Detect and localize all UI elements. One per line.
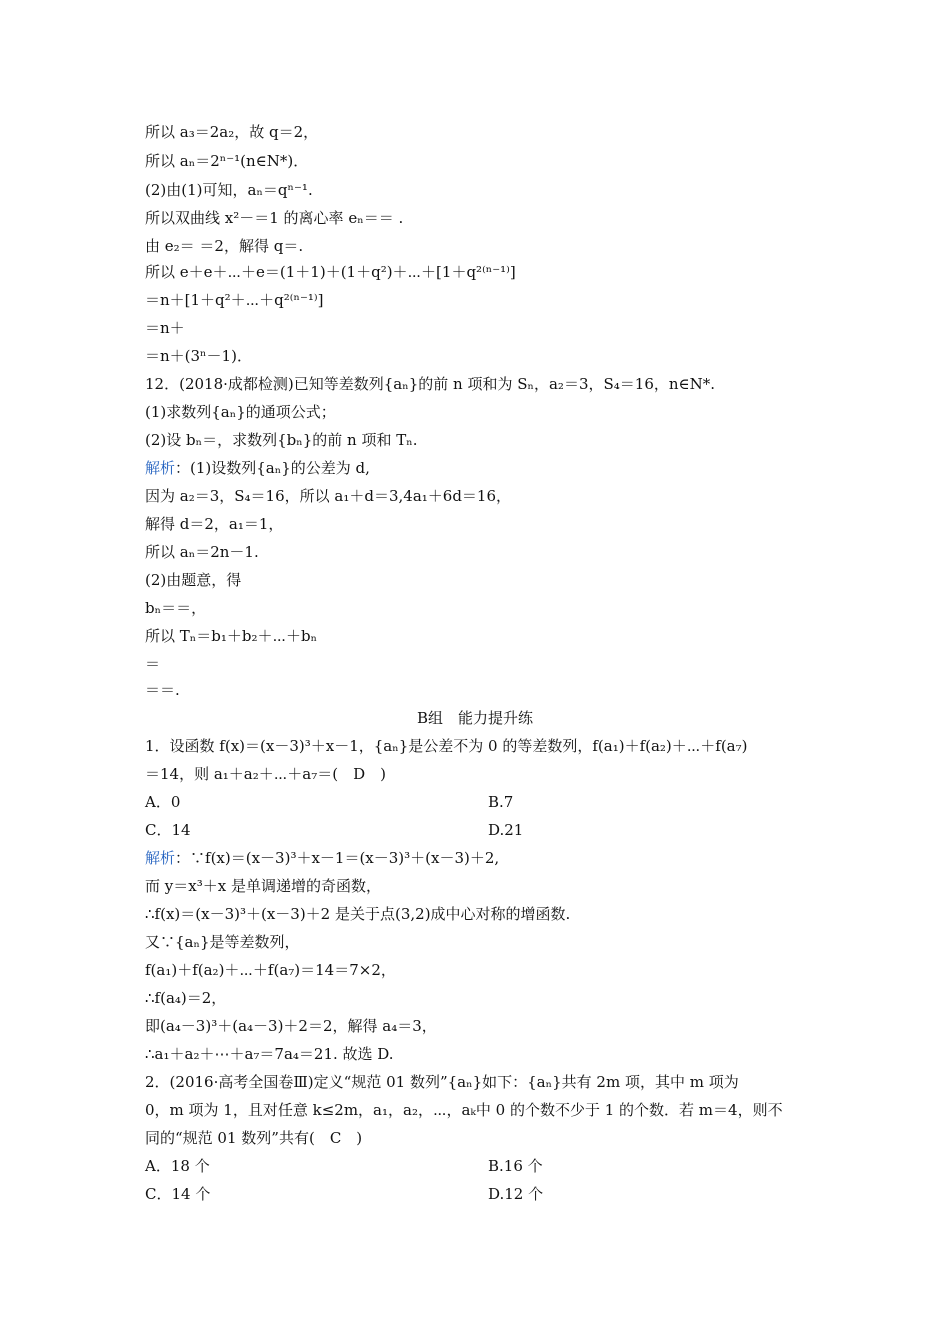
solution-step: ＝＝. (145, 681, 180, 699)
option-d: D.21 (488, 821, 524, 839)
text-line: (2)由(1)可知，aₙ＝qⁿ⁻¹. (145, 181, 313, 199)
problem-b2-stem-line1: 2．(2016·高考全国卷Ⅲ)定义“规范 01 数列”{aₙ}如下：{aₙ}共有 2m 项，其中 m 项为 (145, 1073, 739, 1091)
text-line: 所以 a₃＝2a₂，故 q＝2， (145, 123, 319, 141)
text-line: ＝n＋[1＋q²＋⋯＋q²⁽ⁿ⁻¹⁾] (145, 291, 324, 309)
problem-12-solution-start (145, 458, 370, 478)
solution-text: ：(1)设数列{aₙ}的公差为 d, (175, 459, 370, 477)
problem-12-stem: 12．(2018·成都检测)已知等差数列{aₙ}的前 n 项和为 Sₙ，a₂＝3，S₄＝16，n∈N*. (145, 375, 716, 393)
problem-12-part2: (2)设 bₙ＝，求数列{bₙ}的前 n 项和 Tₙ. (145, 431, 418, 449)
option-a: A．18 个 (145, 1157, 210, 1175)
problem-b1-stem-line1: 1．设函数 f(x)＝(x－3)³＋x－1，{aₙ}是公差不为 0 的等差数列，f(a₁)＋f(a₂)＋⋯＋f(a₇) (145, 737, 748, 755)
solution-step: 又∵{aₙ}是等差数列， (145, 933, 300, 951)
problem-12-part1: (1)求数列{aₙ}的通项公式； (145, 403, 336, 421)
solution-step: 解得 d＝2，a₁＝1， (145, 515, 284, 533)
solution-step: ∴f(a₄)＝2， (145, 989, 227, 1007)
text-line: ＝n＋(3ⁿ－1)． (145, 347, 252, 365)
solution-label: 解析 (145, 849, 176, 867)
solution-label: 解析 (145, 459, 176, 477)
problem-b1-solution-start (145, 848, 499, 868)
text-line: 所以 aₙ＝2ⁿ⁻¹(n∈N*)． (145, 152, 309, 170)
problem-b2-stem-line2: 0，m 项为 1，且对任意 k≤2m，a₁，a₂，⋯，aₖ中 0 的个数不少于 1 的个数．若 m＝4，则不 (145, 1101, 783, 1119)
text-line: 所以 e＋e＋⋯＋e＝(1＋1)＋(1＋q²)＋⋯＋[1＋q²⁽ⁿ⁻¹⁾] (145, 263, 516, 281)
solution-step: ＝ (145, 655, 161, 673)
option-b: B.16 个 (488, 1157, 543, 1175)
problem-b1-stem-line2: ＝14，则 a₁＋a₂＋⋯＋a₇＝( D ) (145, 765, 386, 783)
solution-step: 所以 aₙ＝2n－1. (145, 543, 259, 561)
problem-b2-stem-line3: 同的“规范 01 数列”共有( C ) (145, 1129, 363, 1147)
option-b: B.7 (488, 793, 514, 811)
solution-text: ：∵f(x)＝(x－3)³＋x－1＝(x－3)³＋(x－3)＋2, (175, 849, 500, 867)
solution-step: ∴f(x)＝(x－3)³＋(x－3)＋2 是关于点(3,2)成中心对称的增函数. (145, 905, 571, 923)
solution-step: 所以 Tₙ＝b₁＋b₂＋⋯＋bₙ (145, 627, 318, 645)
text-line: 所以双曲线 x²－＝1 的离心率 eₙ＝＝ . (145, 209, 404, 227)
option-c: C．14 (145, 821, 191, 839)
solution-step: (2)由题意，得 (145, 571, 242, 589)
solution-step: f(a₁)＋f(a₂)＋⋯＋f(a₇)＝14＝7×2， (145, 961, 396, 979)
solution-step: 而 y＝x³＋x 是单调递增的奇函数， (145, 877, 381, 895)
text-line: 由 e₂＝ ＝2，解得 q＝. (145, 237, 304, 255)
section-title: B组 能力提升练 (416, 709, 534, 727)
option-c: C．14 个 (145, 1185, 211, 1203)
option-a: A．0 (145, 793, 181, 811)
solution-step: 即(a₄－3)³＋(a₄－3)＋2＝2，解得 a₄＝3， (145, 1017, 437, 1035)
solution-step: 因为 a₂＝3，S₄＝16，所以 a₁＋d＝3,4a₁＋6d＝16， (145, 487, 512, 505)
solution-step: ∴a₁＋a₂＋⋯＋a₇＝7a₄＝21. 故选 D. (145, 1045, 394, 1063)
solution-step: bₙ＝＝， (145, 599, 207, 617)
option-d: D.12 个 (488, 1185, 544, 1203)
text-line: ＝n＋ (145, 319, 185, 337)
